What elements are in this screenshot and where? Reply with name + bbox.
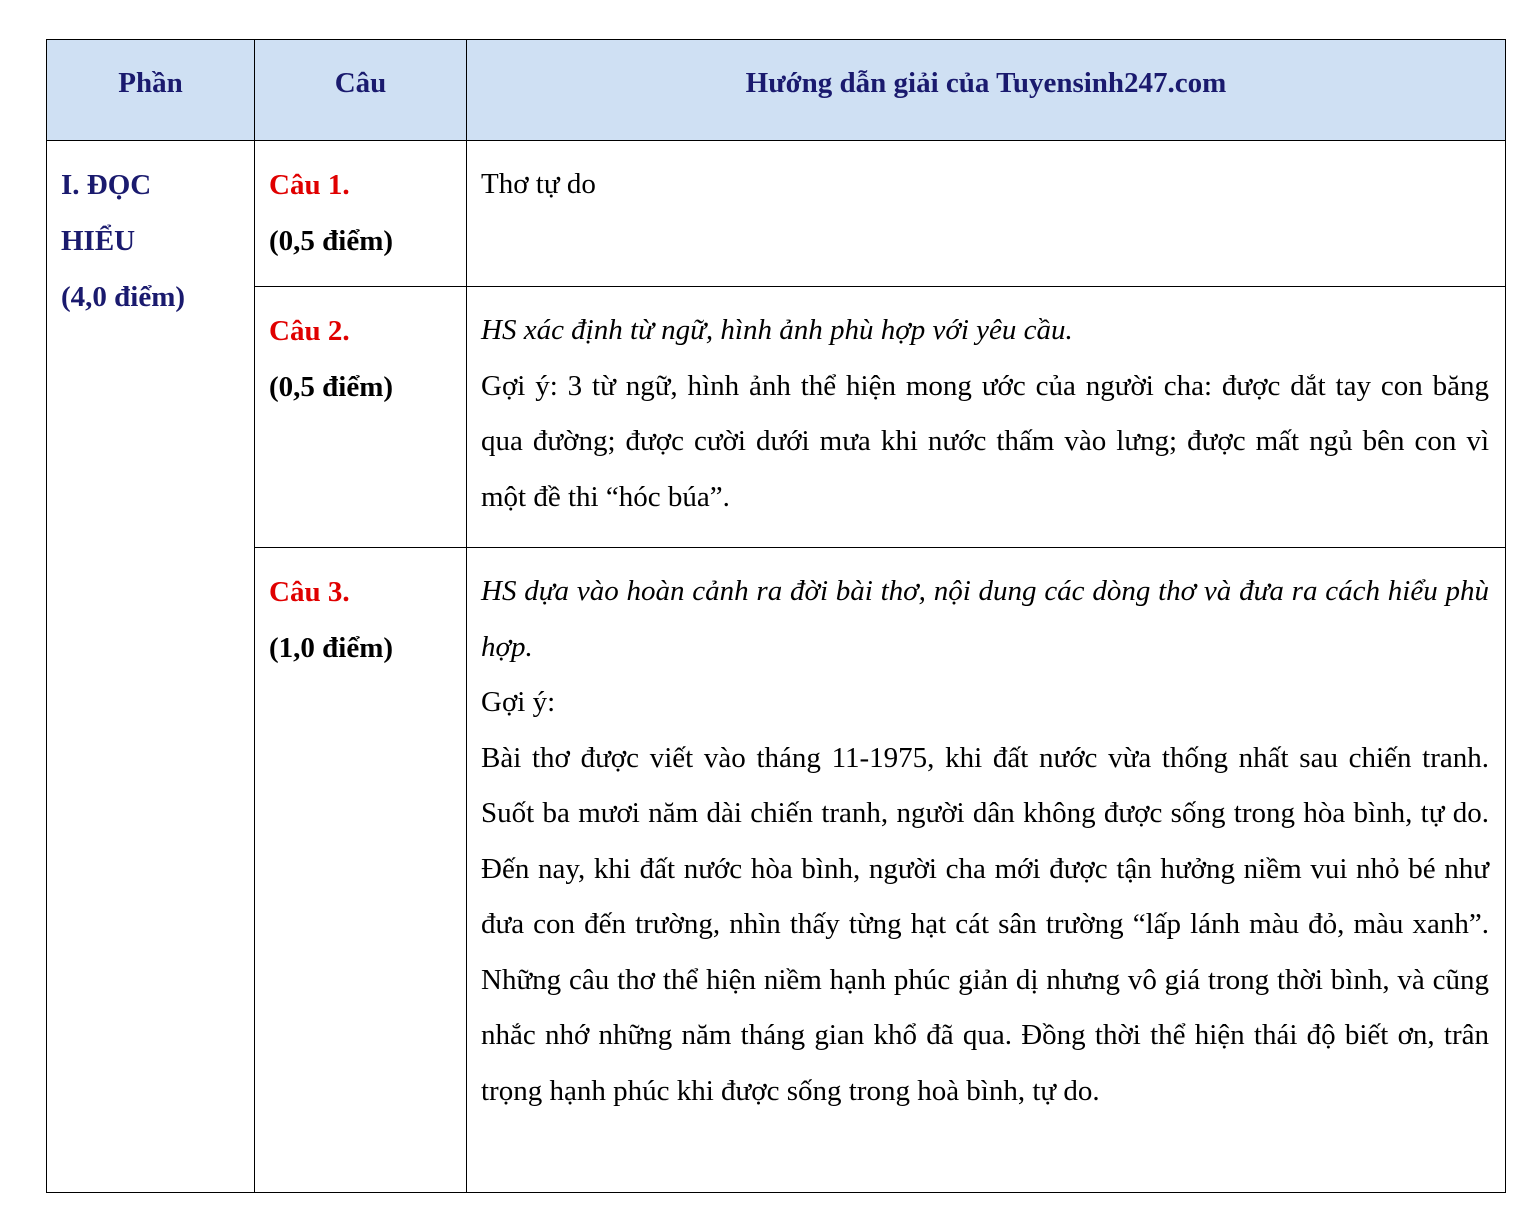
question-title: Câu 3. bbox=[269, 576, 350, 608]
question-cell bbox=[255, 548, 467, 1193]
table-row bbox=[47, 141, 1506, 287]
table-header-row bbox=[47, 40, 1506, 141]
answer-cell bbox=[467, 548, 1506, 1193]
answer-text: Thơ tự do bbox=[481, 168, 596, 200]
question-score: (1,0 điểm) bbox=[269, 632, 394, 664]
answer-hint: Gợi ý: 3 từ ngữ, hình ảnh thể hiện mong ước của người cha: được dắt tay con băng qua đường; được cười dưới mưa khi nước thấm vào lưng; được mất ngủ bên con vì một đề thi “hóc búa”. bbox=[481, 369, 1489, 513]
header-part: Phần bbox=[47, 40, 255, 141]
table-row bbox=[47, 287, 1506, 548]
question-score: (0,5 điểm) bbox=[269, 225, 394, 257]
header-question: Câu bbox=[255, 40, 467, 141]
question-cell bbox=[255, 287, 467, 548]
question-cell bbox=[255, 141, 467, 287]
answer-hint-label: Gợi ý: bbox=[481, 686, 556, 718]
answer-instruction: HS dựa vào hoàn cảnh ra đời bài thơ, nội dung các dòng thơ và đưa ra cách hiểu phù hợp. bbox=[481, 575, 1489, 663]
question-title: Câu 1. bbox=[269, 169, 350, 201]
header-answer: Hướng dẫn giải của Tuyensinh247.com bbox=[467, 40, 1506, 141]
answer-instruction: HS xác định từ ngữ, hình ảnh phù hợp với yêu cầu. bbox=[481, 314, 1073, 346]
question-score: (0,5 điểm) bbox=[269, 371, 394, 403]
answer-table bbox=[46, 39, 1506, 1193]
section-title-line2: HIỂU bbox=[61, 225, 136, 257]
answer-hint: Bài thơ được viết vào tháng 11-1975, khi đất nước vừa thống nhất sau chiến tranh. Suốt ba mươi năm dài chiến tranh, người dân không được sống trong hòa bình, tự do. Đến nay, khi đất nước hòa bình, người cha mới được tận hưởng niềm vui nhỏ bé như đưa con đến trường, nhìn thấy từng hạt cát sân trường “lấp lánh màu đỏ, màu xanh”. Những câu thơ thể hiện niềm hạnh phúc giản dị nhưng vô giá trong thời bình, và cũng nhắc nhớ những năm tháng gian khổ đã qua. Đồng thời thể hiện thái độ biết ơn, trân trọng hạnh phúc khi được sống trong hoà bình, tự do. bbox=[481, 741, 1489, 1107]
table-row bbox=[47, 548, 1506, 1193]
section-cell bbox=[47, 141, 255, 1193]
section-title-line1: I. ĐỌC bbox=[61, 169, 152, 201]
answer-cell bbox=[467, 287, 1506, 548]
answer-cell bbox=[467, 141, 1506, 287]
section-score: (4,0 điểm) bbox=[61, 281, 186, 313]
question-title: Câu 2. bbox=[269, 315, 350, 347]
